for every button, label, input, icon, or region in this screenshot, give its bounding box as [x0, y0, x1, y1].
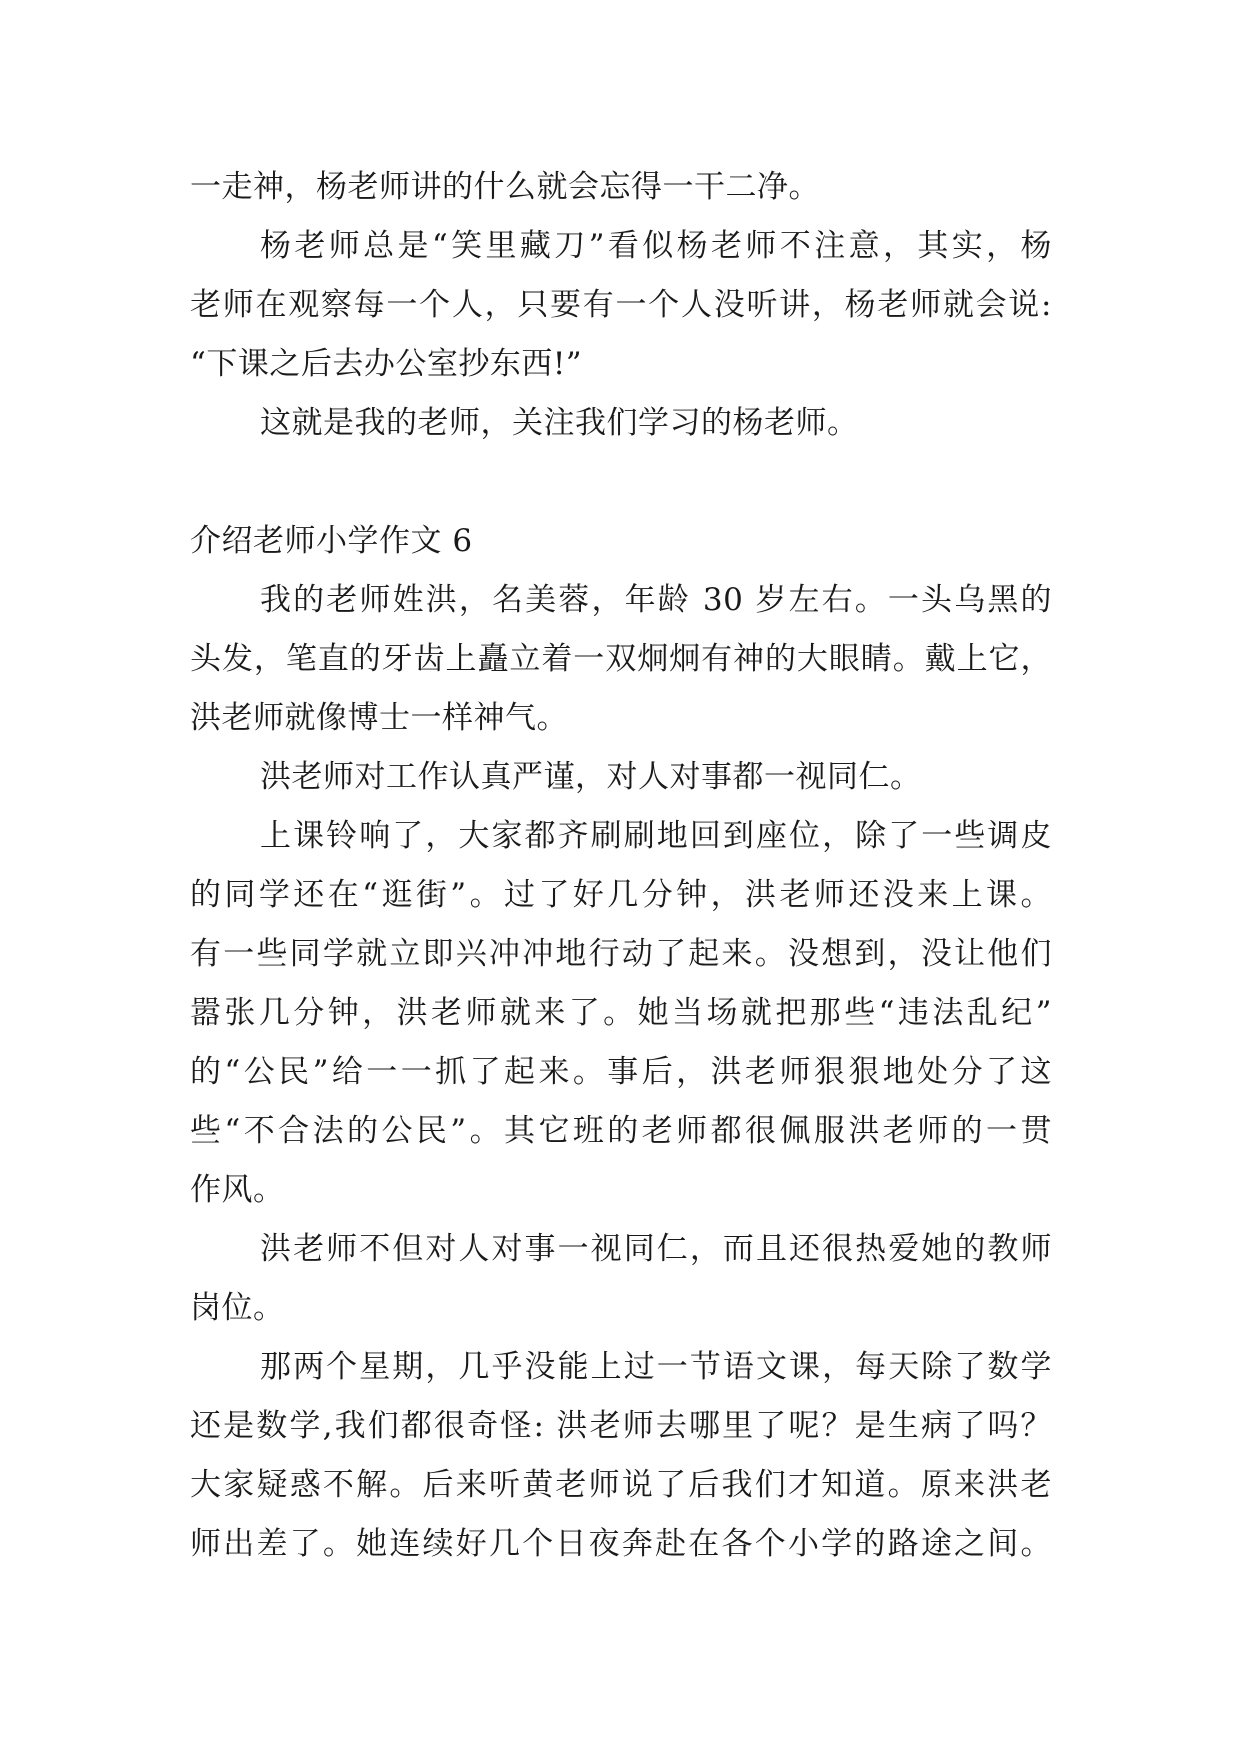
paragraph-line: 那两个星期，几乎没能上过一节语文课，每天除了数学	[260, 1349, 1052, 1385]
paragraph-line: “下课之后去办公室抄东西!”	[190, 346, 583, 382]
paragraph-line: 嚣张几分钟，洪老师就来了。她当场就把那些“违法乱纪”	[190, 995, 1052, 1031]
section-heading: 介绍老师小学作文 6	[190, 523, 473, 559]
paragraph-line: 杨老师总是“笑里藏刀”看似杨老师不注意，其实，杨	[260, 228, 1052, 264]
document-body	[190, 158, 1052, 1574]
paragraph-line: 一走神，杨老师讲的什么就会忘得一干二净。	[190, 169, 820, 205]
paragraph-line: 还是数学,我们都很奇怪: 洪老师去哪里了呢？是生病了吗？	[190, 1408, 1052, 1444]
paragraph-line: 的“公民”给一一抓了起来。事后，洪老师狠狠地处分了这	[190, 1054, 1052, 1090]
paragraph-line: 老师在观察每一个人，只要有一个人没听讲，杨老师就会说:	[190, 287, 1052, 323]
paragraph-line: 我的老师姓洪，名美蓉，年龄 30 岁左右。一头乌黑的	[260, 582, 1052, 618]
paragraph-line: 作风。	[190, 1172, 285, 1208]
paragraph-line: 些“不合法的公民”。其它班的老师都很佩服洪老师的一贯	[190, 1113, 1052, 1149]
paragraph-line: 这就是我的老师，关注我们学习的杨老师。	[260, 405, 859, 441]
paragraph-line: 洪老师不但对人对事一视同仁，而且还很热爱她的教师	[260, 1231, 1052, 1267]
paragraph-line: 岗位。	[190, 1290, 285, 1326]
paragraph-line: 大家疑惑不解。后来听黄老师说了后我们才知道。原来洪老	[190, 1467, 1052, 1503]
paragraph-line: 有一些同学就立即兴冲冲地行动了起来。没想到，没让他们	[190, 936, 1052, 972]
paragraph-line: 洪老师就像博士一样神气。	[190, 700, 568, 736]
paragraph-line: 师出差了。她连续好几个日夜奔赴在各个小学的路途之间。	[190, 1526, 1052, 1562]
paragraph-line: 洪老师对工作认真严谨，对人对事都一视同仁。	[260, 759, 922, 795]
paragraph-line: 头发，笔直的牙齿上矗立着一双炯炯有神的大眼睛。戴上它，	[190, 641, 1052, 677]
paragraph-line: 的同学还在“逛街”。过了好几分钟，洪老师还没来上课。	[190, 877, 1052, 913]
section-spacer	[190, 453, 1052, 512]
paragraph-line: 上课铃响了，大家都齐刷刷地回到座位，除了一些调皮	[260, 818, 1052, 854]
